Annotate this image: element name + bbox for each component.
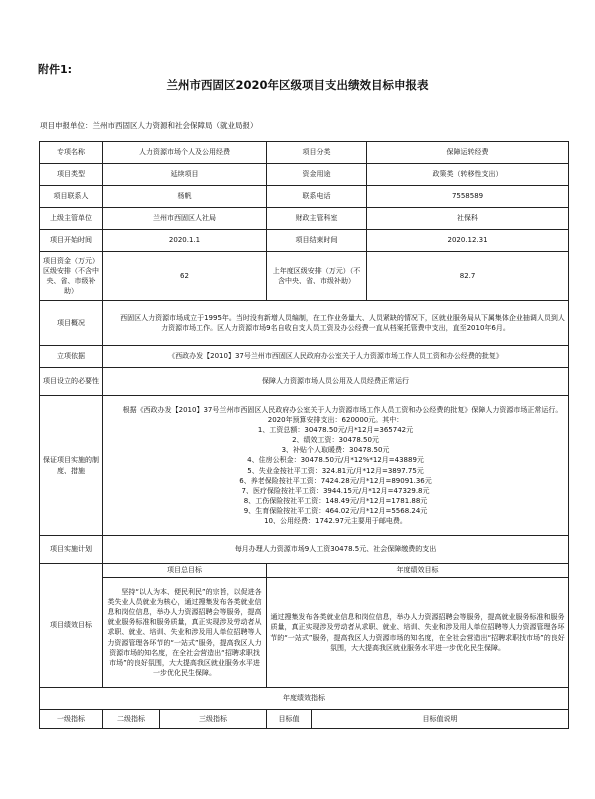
col-desc: 目标值说明 bbox=[312, 710, 569, 729]
plan-label: 项目实施计划 bbox=[40, 536, 103, 564]
contact-label: 项目联系人 bbox=[40, 186, 103, 208]
applicant-unit: 项目申报单位：兰州市西固区人力资源和社会保障局（就业局报） bbox=[40, 121, 258, 130]
last-year-value: 82.7 bbox=[367, 252, 569, 301]
indicator-title: 年度绩效指标 bbox=[40, 688, 569, 710]
dept-label: 上级主管单位 bbox=[40, 208, 103, 230]
col-value: 目标值 bbox=[267, 710, 312, 729]
basis-value: 《西政办发【2010】37号兰州市西固区人民政府办公室关于人力资源市场工作人员工资和办公经费的批复》 bbox=[103, 346, 569, 368]
guarantee-value bbox=[103, 396, 569, 536]
performance-form-table bbox=[39, 141, 569, 729]
col-level1: 一级指标 bbox=[40, 710, 103, 729]
row-funds bbox=[40, 252, 569, 301]
type-value: 延续项目 bbox=[103, 164, 267, 186]
guarantee-label: 保证项目实施的制度、措施 bbox=[40, 396, 103, 536]
row-guarantee bbox=[40, 396, 569, 536]
end-date-label: 项目结束时间 bbox=[267, 230, 367, 252]
plan-value: 每月办理人力资源市场9人工资30478.5元、社会保障缴费的支出 bbox=[103, 536, 569, 564]
guarantee-line: 1、工资总额：30478.50元/月*12月=365742元 bbox=[257, 425, 414, 434]
guarantee-line: 2、绩效工资：30478.50元 bbox=[292, 436, 379, 445]
col-level3: 三级指标 bbox=[160, 710, 267, 729]
category-label: 项目分类 bbox=[267, 142, 367, 164]
finance-label: 财政主管科室 bbox=[267, 208, 367, 230]
goal-label: 项目绩效目标 bbox=[40, 564, 103, 688]
row-project-type bbox=[40, 164, 569, 186]
overall-goal-header: 项目总目标 bbox=[103, 564, 267, 578]
row-indicator-title bbox=[40, 688, 569, 710]
page-title: 兰州市西固区2020年区级项目支出绩效目标申报表 bbox=[166, 78, 429, 92]
guarantee-line: 4、住房公积金：30478.50元/月*12%*12月=43889元 bbox=[247, 456, 424, 465]
row-plan bbox=[40, 536, 569, 564]
row-project-name bbox=[40, 142, 569, 164]
usage-value: 政策类（转移性支出） bbox=[367, 164, 569, 186]
annual-goal-value bbox=[267, 578, 569, 688]
row-basis bbox=[40, 346, 569, 368]
guarantee-line: 8、工伤保险按社平工资：148.49元/月*12月=1781.88元 bbox=[243, 496, 428, 505]
row-dates bbox=[40, 230, 569, 252]
row-goal-content bbox=[40, 578, 569, 688]
finance-value: 社保科 bbox=[367, 208, 569, 230]
guarantee-line: 5、失业金按社平工资：324.81元/月*12月=3897.75元 bbox=[247, 466, 424, 475]
row-department bbox=[40, 208, 569, 230]
start-date-value: 2020.1.1 bbox=[103, 230, 267, 252]
guarantee-line: 3、补贴个人取暖费：30478.50元 bbox=[281, 446, 390, 455]
overview-label: 项目概况 bbox=[40, 301, 103, 346]
attachment-label: 附件1: bbox=[38, 63, 73, 76]
last-year-label: 上年度区级安排（万元）（不含中央、省、市级补助） bbox=[267, 252, 367, 301]
funds-label: 项目资金（万元） 区级安排（不含中央、省、市级补助） bbox=[40, 252, 103, 301]
guarantee-line: 7、医疗保险按社平工资：3944.15元/月*12月=47329.8元 bbox=[241, 486, 430, 495]
basis-label: 立项依据 bbox=[40, 346, 103, 368]
necessity-value: 保障人力资源市场人员公用及人员经费正常运行 bbox=[103, 368, 569, 396]
guarantee-line: 9、生育保险按社平工资：464.02元/月*12月=5568.24元 bbox=[243, 507, 428, 516]
col-level2: 二级指标 bbox=[103, 710, 160, 729]
phone-value: 7558589 bbox=[367, 186, 569, 208]
necessity-label: 项目设立的必要性 bbox=[40, 368, 103, 396]
overview-text: 西固区人力资源市场成立于1995年。当时没有新增人员编制，在工作业务量大、人员紧缺的情况下，区就业服务局从下属集体企业抽调人员到人力资源市场工作。区人力资源市场9名自收自支人员工资及办公经费一直从档案托管费中支出，直至2010年6月。 bbox=[120, 313, 565, 332]
type-label: 项目类型 bbox=[40, 164, 103, 186]
row-necessity bbox=[40, 368, 569, 396]
funds-value: 62 bbox=[103, 252, 267, 301]
overall-goal-value bbox=[103, 578, 267, 688]
project-name-label: 专项名称 bbox=[40, 142, 103, 164]
start-date-label: 项目开始时间 bbox=[40, 230, 103, 252]
guarantee-intro: 根据《西政办发【2010】37号兰州市西固区人民政府办公室关于人力资源市场工作人员工资和办公经费的批复》保障人力资源市场正常运行。2020年预算安排支出：620000元。其中： bbox=[122, 405, 563, 424]
contact-value: 杨帆 bbox=[103, 186, 267, 208]
annual-goal-text: 通过搜集发布各类就业信息和岗位信息，举办人力资源招聘会等服务，提高就业服务标准和服务质量，真正实现涉及劳动者从求职、就业、培训、失业和涉及用人单位招聘等人力资源管理各环节的“一站式”服务，提高我区人力资源市场的知名度，在全社会营造出“招聘求职找市场”的良好氛围，大大提高我区就业服务水平进一步优化民生保障。 bbox=[270, 613, 565, 652]
category-value: 保障运转经费 bbox=[367, 142, 569, 164]
row-indicator-columns bbox=[40, 710, 569, 729]
overview-value bbox=[103, 301, 569, 346]
guarantee-line: 6、养老保险按社平工资：7424.28元/月*12月=89091.36元 bbox=[239, 476, 432, 485]
dept-value: 兰州市西固区人社局 bbox=[103, 208, 267, 230]
overall-goal-text: 坚持“以人为本、便民利民”的宗旨，以促进各类失业人员就业为核心，通过搜集发布各类就业信息和岗位信息，举办人力资源招聘会等服务，提高就业服务标准和服务质量，真正实现涉及劳动者从求职、就业、培训、失业和涉及用人单位招聘等人力资源管理各环节的“一站式”服务，提高我区人力资源市场的知名度，在全社会营造出“招聘求职找市场”的良好氛围，大大提高我区就业服务水平进一步优化民生保障。 bbox=[107, 587, 262, 677]
row-goal-header bbox=[40, 564, 569, 578]
guarantee-line: 10、公用经费：1742.97元主要用于邮电费。 bbox=[264, 517, 407, 526]
annual-goal-header: 年度绩效目标 bbox=[267, 564, 569, 578]
phone-label: 联系电话 bbox=[267, 186, 367, 208]
end-date-value: 2020.12.31 bbox=[367, 230, 569, 252]
row-contact bbox=[40, 186, 569, 208]
usage-label: 资金用途 bbox=[267, 164, 367, 186]
row-overview bbox=[40, 301, 569, 346]
project-name-value: 人力资源市场个人及公用经费 bbox=[103, 142, 267, 164]
